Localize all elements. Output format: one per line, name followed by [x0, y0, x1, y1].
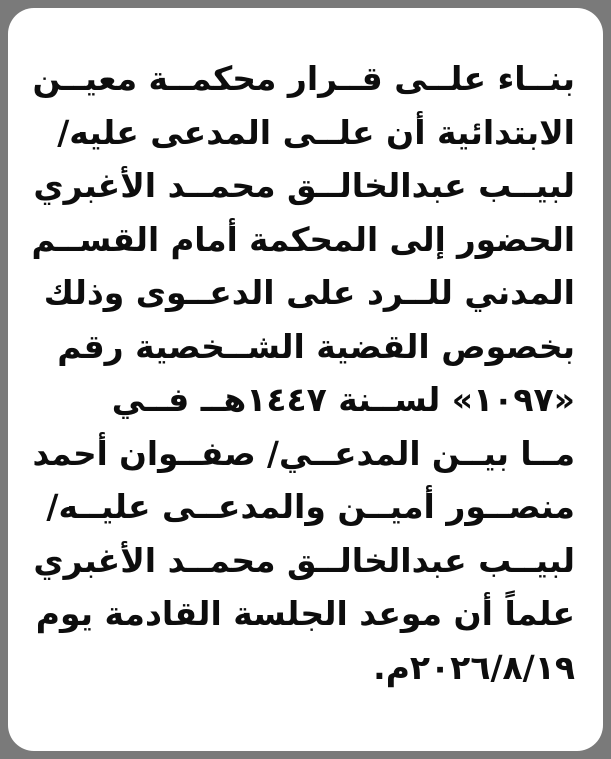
notice-line-3: لبيــب عبدالخالــق محمــد الأغبري	[33, 166, 575, 205]
notice-line-6: بخصوص القضية الشــخصية رقم	[57, 326, 575, 366]
notice-line-9: منصــور أميــن والمدعــى عليــه/	[46, 487, 575, 526]
notice-line-10: لبيــب عبدالخالــق محمــد الأغبري	[33, 540, 575, 580]
notice-line-4: الحضور إلى المحكمة أمام القســم	[31, 219, 575, 259]
notice-line-8: مــا بيــن المدعــي/ صفــوان أحمد	[32, 433, 575, 473]
notice-line-1: بنــاء علــى قــرار محكمــة معيــن	[32, 59, 576, 98]
notice-line-11: علماً أن موعد الجلسة القادمة يوم	[35, 594, 575, 633]
notice-line-12: ٢٠٢٦/٨/١٩م.	[373, 647, 575, 687]
notice-card	[8, 8, 603, 751]
notice-body	[32, 52, 575, 694]
notice-line-2: الابتدائية أن علــى المدعى عليه/	[57, 112, 575, 152]
notice-line-7: «١٠٩٧» لســنة ١٤٤٧هــ فــي	[111, 380, 575, 419]
notice-line-5: المدني للــرد على الدعــوى وذلك	[43, 273, 575, 312]
